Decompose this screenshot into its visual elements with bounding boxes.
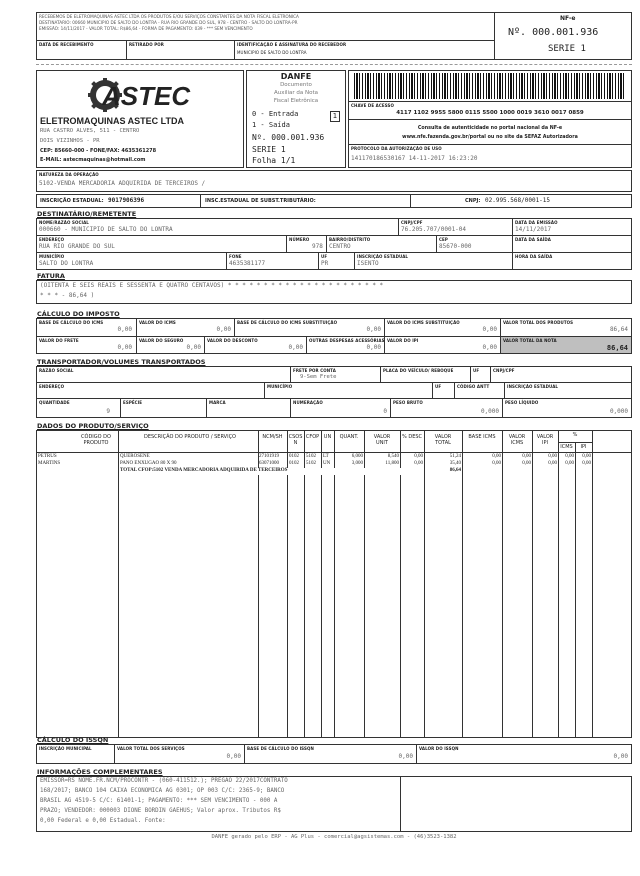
- total-cfop-value: 86,64: [449, 468, 461, 473]
- row1-aicms: 0,00: [565, 454, 574, 459]
- chave-label: CHAVE DE ACESSO: [351, 103, 395, 108]
- dest-ie-label: INSCRIÇÃO ESTADUAL: [357, 254, 409, 259]
- vnota: 86,64: [606, 344, 628, 352]
- desconto: 0,00: [288, 344, 303, 351]
- transp-frete: 9-Sem Frete: [300, 374, 337, 380]
- frete-label: VALOR DO FRETE: [39, 338, 79, 343]
- row2-quant: 3,000: [351, 461, 363, 466]
- dest-fone-label: FONE: [229, 254, 242, 259]
- danfe-sub-3: Fiscal Eletrônica: [273, 98, 319, 104]
- imposto-section: CÁLCULO DO IMPOSTO: [37, 310, 120, 318]
- issqn-vserv-label: VALOR TOTAL DOS SERVIÇOS: [117, 746, 185, 751]
- dest-ie: ISENTO: [357, 260, 379, 267]
- row2-vtotal: 35,40: [449, 461, 461, 466]
- emitente-name: ELETROMAQUINAS ASTEC LTDA: [40, 116, 184, 126]
- danfe-serie: SERIE 1: [252, 145, 286, 154]
- row2-bc: 0,00: [492, 461, 501, 466]
- col-vicms: VALOR ICMS: [508, 434, 526, 446]
- row1-cfop: 5102: [306, 454, 316, 459]
- issqn-viss-label: VALOR DO ISSQN: [419, 746, 459, 751]
- col-cfop: CFOP: [305, 434, 320, 440]
- astec-logo: [88, 78, 194, 112]
- col-bc: BASE ICMS: [468, 434, 496, 440]
- destinatario-section: DESTINATÁRIO/REMETENTE: [37, 210, 137, 218]
- bc-icms: 0,00: [117, 326, 132, 333]
- row1-cst: 0102: [289, 454, 299, 459]
- issqn-bc-label: BASE DE CÁLCULO DO ISSQN: [247, 746, 314, 751]
- danfe-saida: 1 - Saída: [252, 121, 290, 129]
- dest-fone: 4635381177: [229, 260, 266, 267]
- transp-placa-label: PLACA DO VEÍCULO/ REBOQUE: [383, 368, 454, 373]
- col-quant: QUANT.: [339, 434, 359, 440]
- ipi-label: VALOR DO IPI: [387, 338, 419, 343]
- canhoto-numero: Nº. 000.001.936: [508, 27, 599, 38]
- icms: 0,00: [216, 326, 231, 333]
- info-line-5: 0,00 Federal e 0,00 Estadual. Fonte:: [40, 818, 166, 824]
- ie-label: INSCRIÇÃO ESTADUAL:: [40, 198, 104, 204]
- cnpj-label: CNPJ:: [465, 198, 481, 204]
- footer-text: DANFE gerado pelo ERP - AG Plus - comercial@agsistemas.com - (46)3523-1382: [211, 834, 457, 840]
- retirado-por-label: RETIRADO POR: [129, 42, 164, 47]
- transp-antt-label: CÓDIGO ANTT: [457, 384, 490, 389]
- transp-cnpj-label: CNPJ/CPF: [493, 368, 515, 373]
- col-codigo: CÓDIGO DO PRODUTO: [81, 434, 111, 446]
- transp-municipio-label: MUNICÍPIO: [267, 384, 293, 389]
- identificacao-label: IDENTIFICAÇÃO E ASSINATURA DO RECEBEDOR: [237, 42, 347, 47]
- seguro: 0,00: [186, 344, 201, 351]
- chave-value: 4117 1102 9955 5800 0115 5500 1000 0019 3610 0017 0859: [396, 110, 584, 116]
- row2-cfop: 5102: [306, 461, 316, 466]
- fatura-line-1: (OITENTA E SEIS REAIS E SESSENTA E QUATRO CENTAVOS) * * * * * * * * * * * * * * * * * * * * * *: [40, 282, 384, 289]
- dest-endereco: RUA RIO GRANDE DO SUL: [39, 243, 115, 250]
- protocolo-value: 141170186530167 14-11-2017 16:23:20: [351, 155, 478, 162]
- row1-ncm: 27101919: [259, 454, 279, 459]
- row2-cst: 0102: [289, 461, 299, 466]
- danfe-title: DANFE: [280, 72, 312, 81]
- complementares-section: INFORMAÇÕES COMPLEMENTARES: [37, 768, 163, 776]
- col-aliq-icms: ICMS: [560, 444, 573, 450]
- col-ncm: NCM/SH: [262, 434, 283, 440]
- dest-numero-label: NÚMERO: [289, 237, 310, 242]
- frete: 0,00: [117, 344, 132, 351]
- dest-emissao-label: DATA DA EMISSÃO: [515, 220, 558, 225]
- transp-pliq: 0,000: [609, 408, 628, 415]
- row2-un: UN: [323, 461, 331, 466]
- outras: 0,00: [366, 344, 381, 351]
- canhoto-nfe: NF-e: [560, 15, 576, 22]
- col-descricao: DESCRIÇÃO DO PRODUTO / SERVIÇO: [144, 434, 236, 440]
- row2-descricao: PANO ENXUGAO 80 X 90: [120, 461, 177, 466]
- col-pct: %: [572, 432, 578, 438]
- row1-aipi: 0,00: [582, 454, 591, 459]
- transp-pliq-label: PESO LÍQUIDO: [505, 400, 539, 405]
- transp-especie-label: ESPÉCIE: [123, 400, 143, 405]
- dest-uf-label: UF: [321, 254, 328, 259]
- dest-endereco-label: ENDEREÇO: [39, 237, 65, 242]
- row1-vipi: 0,00: [548, 454, 557, 459]
- dest-saida-label: DATA DA SAÍDA: [515, 237, 552, 242]
- row2-ncm: 63071000: [259, 461, 279, 466]
- danfe-sub-2: Auxiliar da Nota: [273, 90, 319, 96]
- vnota-label: VALOR TOTAL DA NOTA: [503, 338, 557, 343]
- emitente-cep: CEP: 85660-000 - FONE/FAX: 4635361278: [40, 148, 157, 154]
- transp-qtd: 9: [106, 408, 110, 415]
- info-line-2: 168/2017; BANCO 104 CAIXA ECONOMICA AG 0301; OP 003 C/C: 2365-9; BANCO: [40, 788, 285, 794]
- row1-descricao: QUEROSENE: [120, 454, 150, 459]
- transp-pbruto-label: PESO BRUTO: [393, 400, 423, 405]
- dest-cnpj: 76.205.707/0001-04: [401, 226, 467, 233]
- fatura-section: FATURA: [37, 272, 65, 280]
- danfe-sub-1: Documento: [280, 82, 312, 88]
- produtos-section: DADOS DO PRODUTO/SERVIÇO: [37, 422, 149, 430]
- col-vunit: VALOR UNIT: [373, 434, 391, 446]
- dest-numero: 978: [312, 243, 323, 250]
- emitente-address-2: DOIS VIZINHOS - PR: [40, 138, 100, 144]
- consulta-line-2: www.nfe.fazenda.gov.br/portal ou no site da SEFAZ Autorizadora: [402, 135, 578, 140]
- col-desc: % DESC: [402, 434, 423, 440]
- transp-numeracao-label: NUMERAÇÃO: [293, 400, 323, 405]
- emitente-address-1: RUA CASTRO ALVES, 511 - CENTRO: [40, 128, 140, 134]
- vprod-label: VALOR TOTAL DOS PRODUTOS: [503, 320, 574, 325]
- info-line-3: BRASIL AG 4519-5 C/C: 61401-1; PAGAMENTO: *** SEM VENCIMENTO - 000 A: [40, 798, 278, 804]
- row1-quant: 6,000: [351, 454, 363, 459]
- consulta-line-1: Consulta de autenticidade no portal nacional da NF-e: [417, 126, 563, 131]
- col-aliq-ipi: IPI: [580, 444, 587, 450]
- transp-ie-label: INSCRIÇÃO ESTADUAL: [507, 384, 559, 389]
- row2-desc: 0,00: [414, 461, 423, 466]
- transp-endereco-label: ENDEREÇO: [39, 384, 65, 389]
- bc-icms-st-label: BASE DE CÁLCULO DO ICMS SUBSTITUIÇÃO: [237, 320, 338, 325]
- row1-desc: 0,00: [414, 454, 423, 459]
- transp-pbruto: 0,000: [480, 408, 499, 415]
- issqn-bc: 0,00: [398, 753, 413, 760]
- dest-cep: 85670-000: [439, 243, 472, 250]
- transp-qtd-label: QUANTIDADE: [39, 400, 70, 405]
- canhoto-line-3: EMISSÃO: 14/11/2017 - VALOR TOTAL: R$86,64 - FORMA DE PAGAMENTO: 039 - *** SEM VENCIMENTO: [39, 26, 253, 31]
- row2-vipi: 0,00: [548, 461, 557, 466]
- col-un: UN: [323, 434, 332, 440]
- dest-cep-label: CEP: [439, 237, 448, 242]
- row2-aicms: 0,00: [565, 461, 574, 466]
- dest-emissao: 14/11/2017: [515, 226, 552, 233]
- dest-hora-label: HORA DA SAÍDA: [515, 254, 553, 259]
- col-vtotal: VALOR TOTAL: [434, 434, 452, 446]
- protocolo-label: PROTOCOLO DA AUTORIZAÇÃO DE USO: [351, 146, 442, 151]
- cnpj-value: 02.995.568/0001-15: [485, 197, 551, 204]
- danfe-numero: Nº. 000.001.936: [252, 133, 325, 142]
- icms-st-label: VALOR DO ICMS SUBSTITUIÇÃO: [387, 320, 460, 325]
- dest-cnpj-label: CNPJ/CPF: [401, 220, 423, 225]
- identificacao-sub: MUNICIPIO DE SALTO DO LONTRA: [237, 50, 307, 55]
- seguro-label: VALOR DO SEGURO: [139, 338, 184, 343]
- outras-label: OUTRAS DESPESAS ACESSÓRIAS: [309, 338, 385, 343]
- row1-bc: 0,00: [492, 454, 501, 459]
- dest-uf: PR: [321, 260, 329, 267]
- dest-bairro-label: BAIRRO/DISTRITO: [329, 237, 371, 242]
- desconto-label: VALOR DO DESCONTO: [207, 338, 258, 343]
- dest-municipio: SALTO DO LONTRA: [39, 260, 94, 267]
- col-cst: CSOS N: [288, 434, 303, 446]
- danfe-entrada: 0 - Entrada: [252, 110, 299, 118]
- canhoto-line-2: DESTINATARIO: 00660 MUNICIPIO DE SALTO DO LONTRA - RUA RIO GRANDE DO SUL, 978 - CENTRO - SALTO DO LONTRA-PR: [39, 20, 298, 25]
- row1-vunit: 8,540: [387, 454, 399, 459]
- issqn-vserv: 0,00: [226, 753, 241, 760]
- dest-municipio-label: MUNICÍPIO: [39, 254, 65, 259]
- icms-st: 0,00: [482, 326, 497, 333]
- transp-uf2-label: UF: [435, 384, 442, 389]
- data-recebimento-label: DATA DE RECEBIMENTO: [39, 42, 94, 47]
- info-line-1: EMISSOR=RS NOME.FR.NCM/PROCONTR - (060-411512.); PREGAO 22/2017CONTRATO: [40, 778, 288, 784]
- total-cfop-label: TOTAL CFOP:5102 VENDA MERCADORIA ADQUIRIDA DE TERCEIROS: [120, 468, 288, 473]
- dest-nome-label: NOME/RAZÃO SOCIAL: [39, 220, 89, 225]
- bc-icms-label: BASE DE CÁLCULO DO ICMS: [39, 320, 104, 325]
- transp-uf-label: UF: [473, 368, 480, 373]
- issqn-im-label: INSCRIÇÃO MUNICIPAL: [39, 746, 92, 751]
- canhoto-line-1: RECEBEMOS DE ELETROMAQUINAS ASTEC LTDA OS PRODUTOS E/OU SERVIÇOS CONSTANTES DA NOTA FISCAL ELETRONICA: [39, 14, 299, 19]
- bc-icms-st: 0,00: [366, 326, 381, 333]
- row2-aipi: 0,00: [582, 461, 591, 466]
- row2-vunit: 11,800: [385, 461, 399, 466]
- transp-marca-label: MARCA: [209, 400, 226, 405]
- ie-value: 9017906396: [108, 197, 145, 204]
- ie-st-label: INSC.ESTADUAL DE SUBST.TRIBUTÁRIO:: [205, 198, 316, 204]
- natureza-label: NATUREZA DA OPERAÇÃO: [39, 172, 99, 177]
- danfe-tipo: 1: [332, 112, 338, 120]
- row2-codigo: MARTINS: [38, 461, 61, 466]
- emitente-email: E-MAIL: astecmaquinas@hotmail.com: [40, 157, 146, 163]
- natureza-value: 5102-VENDA MERCADORIA ADQUIRIDA DE TERCEIROS /: [39, 180, 206, 187]
- logo-text: ASTEC: [102, 81, 191, 111]
- transp-numeracao: 0: [383, 408, 387, 415]
- row1-codigo: PETRUS: [38, 454, 57, 459]
- info-line-4: PRAZO; VENDEDOR: 000003 DIONE BORDIN GAEHUS; Valor aprox. Tributos R$: [40, 808, 281, 814]
- icms-label: VALOR DO ICMS: [139, 320, 176, 325]
- vprod: 86,64: [609, 326, 628, 333]
- row1-vicms: 0,00: [522, 454, 531, 459]
- dest-bairro: CENTRO: [329, 243, 351, 250]
- dest-nome: 000660 - MUNICIPIO DE SALTO DO LONTRA: [39, 226, 173, 233]
- canhoto-serie: SERIE 1: [548, 44, 586, 54]
- canhoto-cut-line: [36, 64, 632, 65]
- row2-vicms: 0,00: [522, 461, 531, 466]
- issqn-section: CÁLCULO DO ISSQN: [37, 736, 109, 744]
- barcode: [348, 70, 632, 102]
- transporte-section: TRANSPORTADOR/VOLUMES TRANSPORTADOS: [37, 358, 206, 366]
- fatura-line-2: * * * - 86,64 ): [40, 292, 95, 299]
- row1-vtotal: 51,24: [449, 454, 461, 459]
- transp-razao-label: RAZÃO SOCIAL: [39, 368, 74, 373]
- col-vipi: VALOR IPI: [536, 434, 554, 446]
- ipi: 0,00: [482, 344, 497, 351]
- transp-frete-label: FRETE POR CONTA: [293, 368, 336, 373]
- row1-un: LT: [323, 454, 329, 459]
- issqn-viss: 0,00: [613, 753, 628, 760]
- danfe-folha: Folha 1/1: [252, 156, 296, 165]
